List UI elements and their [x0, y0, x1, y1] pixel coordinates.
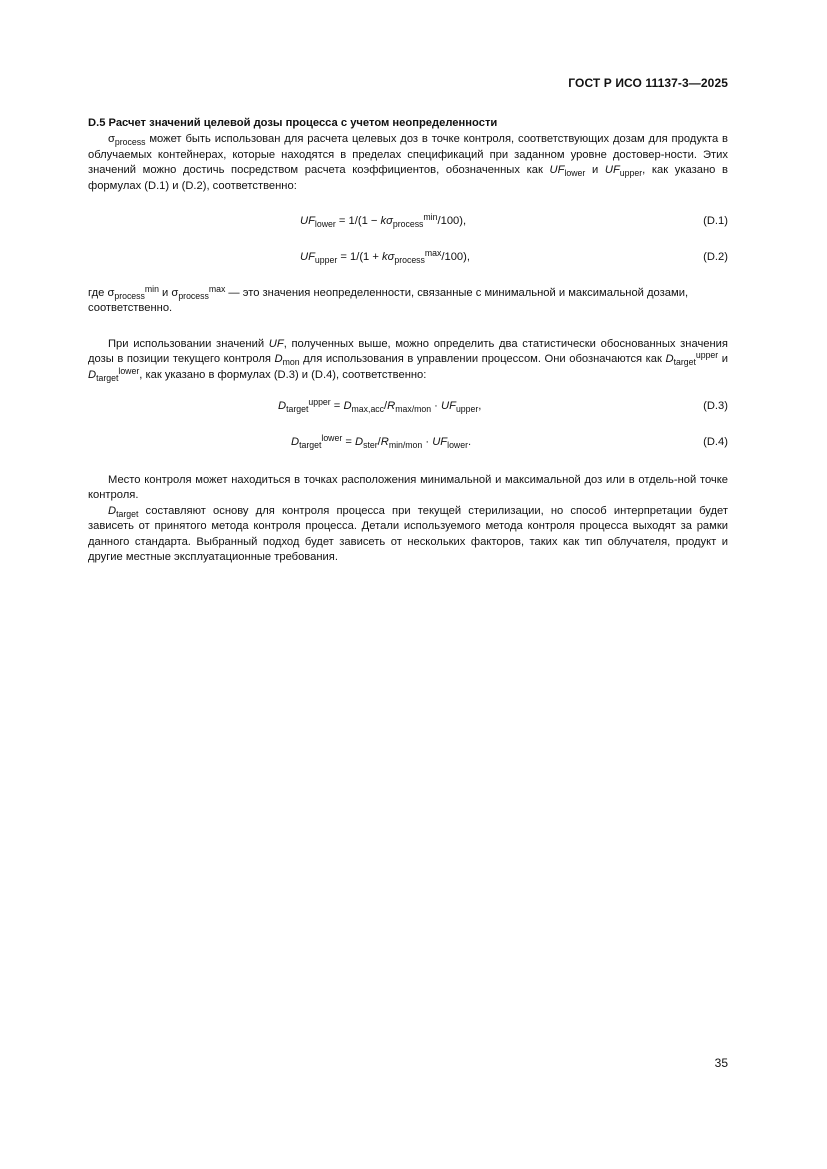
section-title: D.5 Расчет значений целевой дозы процесса с учетом неопределенности	[88, 117, 498, 129]
page-content	[88, 116, 728, 566]
formula-number: (D.3)	[703, 400, 728, 413]
formula-number: (D.2)	[703, 251, 728, 264]
formula-d4: $D_{target}^{lower} = D_{ster}/R_{min/mon} \cdot UF_{lower}$. (D.4)	[291, 433, 728, 450]
paragraph-control-location: Место контроля может находиться в точках расположения минимальной и максимальной доз или в отдель-ной точке контроля.	[88, 474, 728, 502]
formula-number: (D.1)	[703, 215, 728, 228]
paragraph-sigma-process: $\sigma_{process}$ может быть использован для расчета целевых доз в точке контроля, соответствующих дозам для продукта в облучаемых контейнерах, которые находятся в пределах спецификаций при заданном уровне достовер-ности. Этих значений можно достичь посредством расчета коэффициентов, обозначенных как $UF_{lower}$ и $UF_{upper}$, как указано в формулах (D.1) и (D.2), соответственно:	[88, 133, 729, 192]
document-header: ГОСТ Р ИСО 11137-3—2025	[568, 76, 728, 90]
formula-number: (D.4)	[703, 436, 728, 449]
paragraph-d-target: $D_{target}$ составляют основу для контроля процесса при текущей стерилизации, но способ интерпретации будет зависеть от принятого метода контроля процесса. Детали используемого метода контроля процесса выходят за рамки данного стандарта. Выбранный подход будет зависеть от нескольких факторов, таких как тип облучателя, продукт и другие местные эксплуатационные требования.	[88, 504, 728, 564]
formula-d2: $UF_{upper} = 1/(1 + k\sigma_{process}^{max}/100)$, (D.2)	[300, 248, 728, 265]
sigma-symbol: σ	[108, 133, 115, 146]
paragraph-uf-usage: При использовании значений UF, полученных выше, можно определить два статистически обоснованных значения дозы в позиции текущего контроля $D_{mon}$ для использования в управлении процессом. Они обозначаются как $D_{target}^{upper}$ и $D_{target}^{lower}$, как указано в формулах (D.3) и (D.4), соответственно:	[88, 337, 728, 383]
formula-d1: $UF_{lower} = 1/(1 - k\sigma_{process}^{min}/100)$, (D.1)	[300, 212, 728, 229]
page-number: 35	[714, 1056, 728, 1070]
formula-d3: $D_{target}^{upper} = D_{max,acc}/R_{max/mon} \cdot UF_{upper}$, (D.3)	[278, 397, 728, 414]
where-clause: где $\sigma_{process}^{min}$ и $\sigma_{process}^{max}$ — это значения неопределенности, связанные с минимальной и максимальной дозами, соответственно.	[88, 284, 689, 315]
